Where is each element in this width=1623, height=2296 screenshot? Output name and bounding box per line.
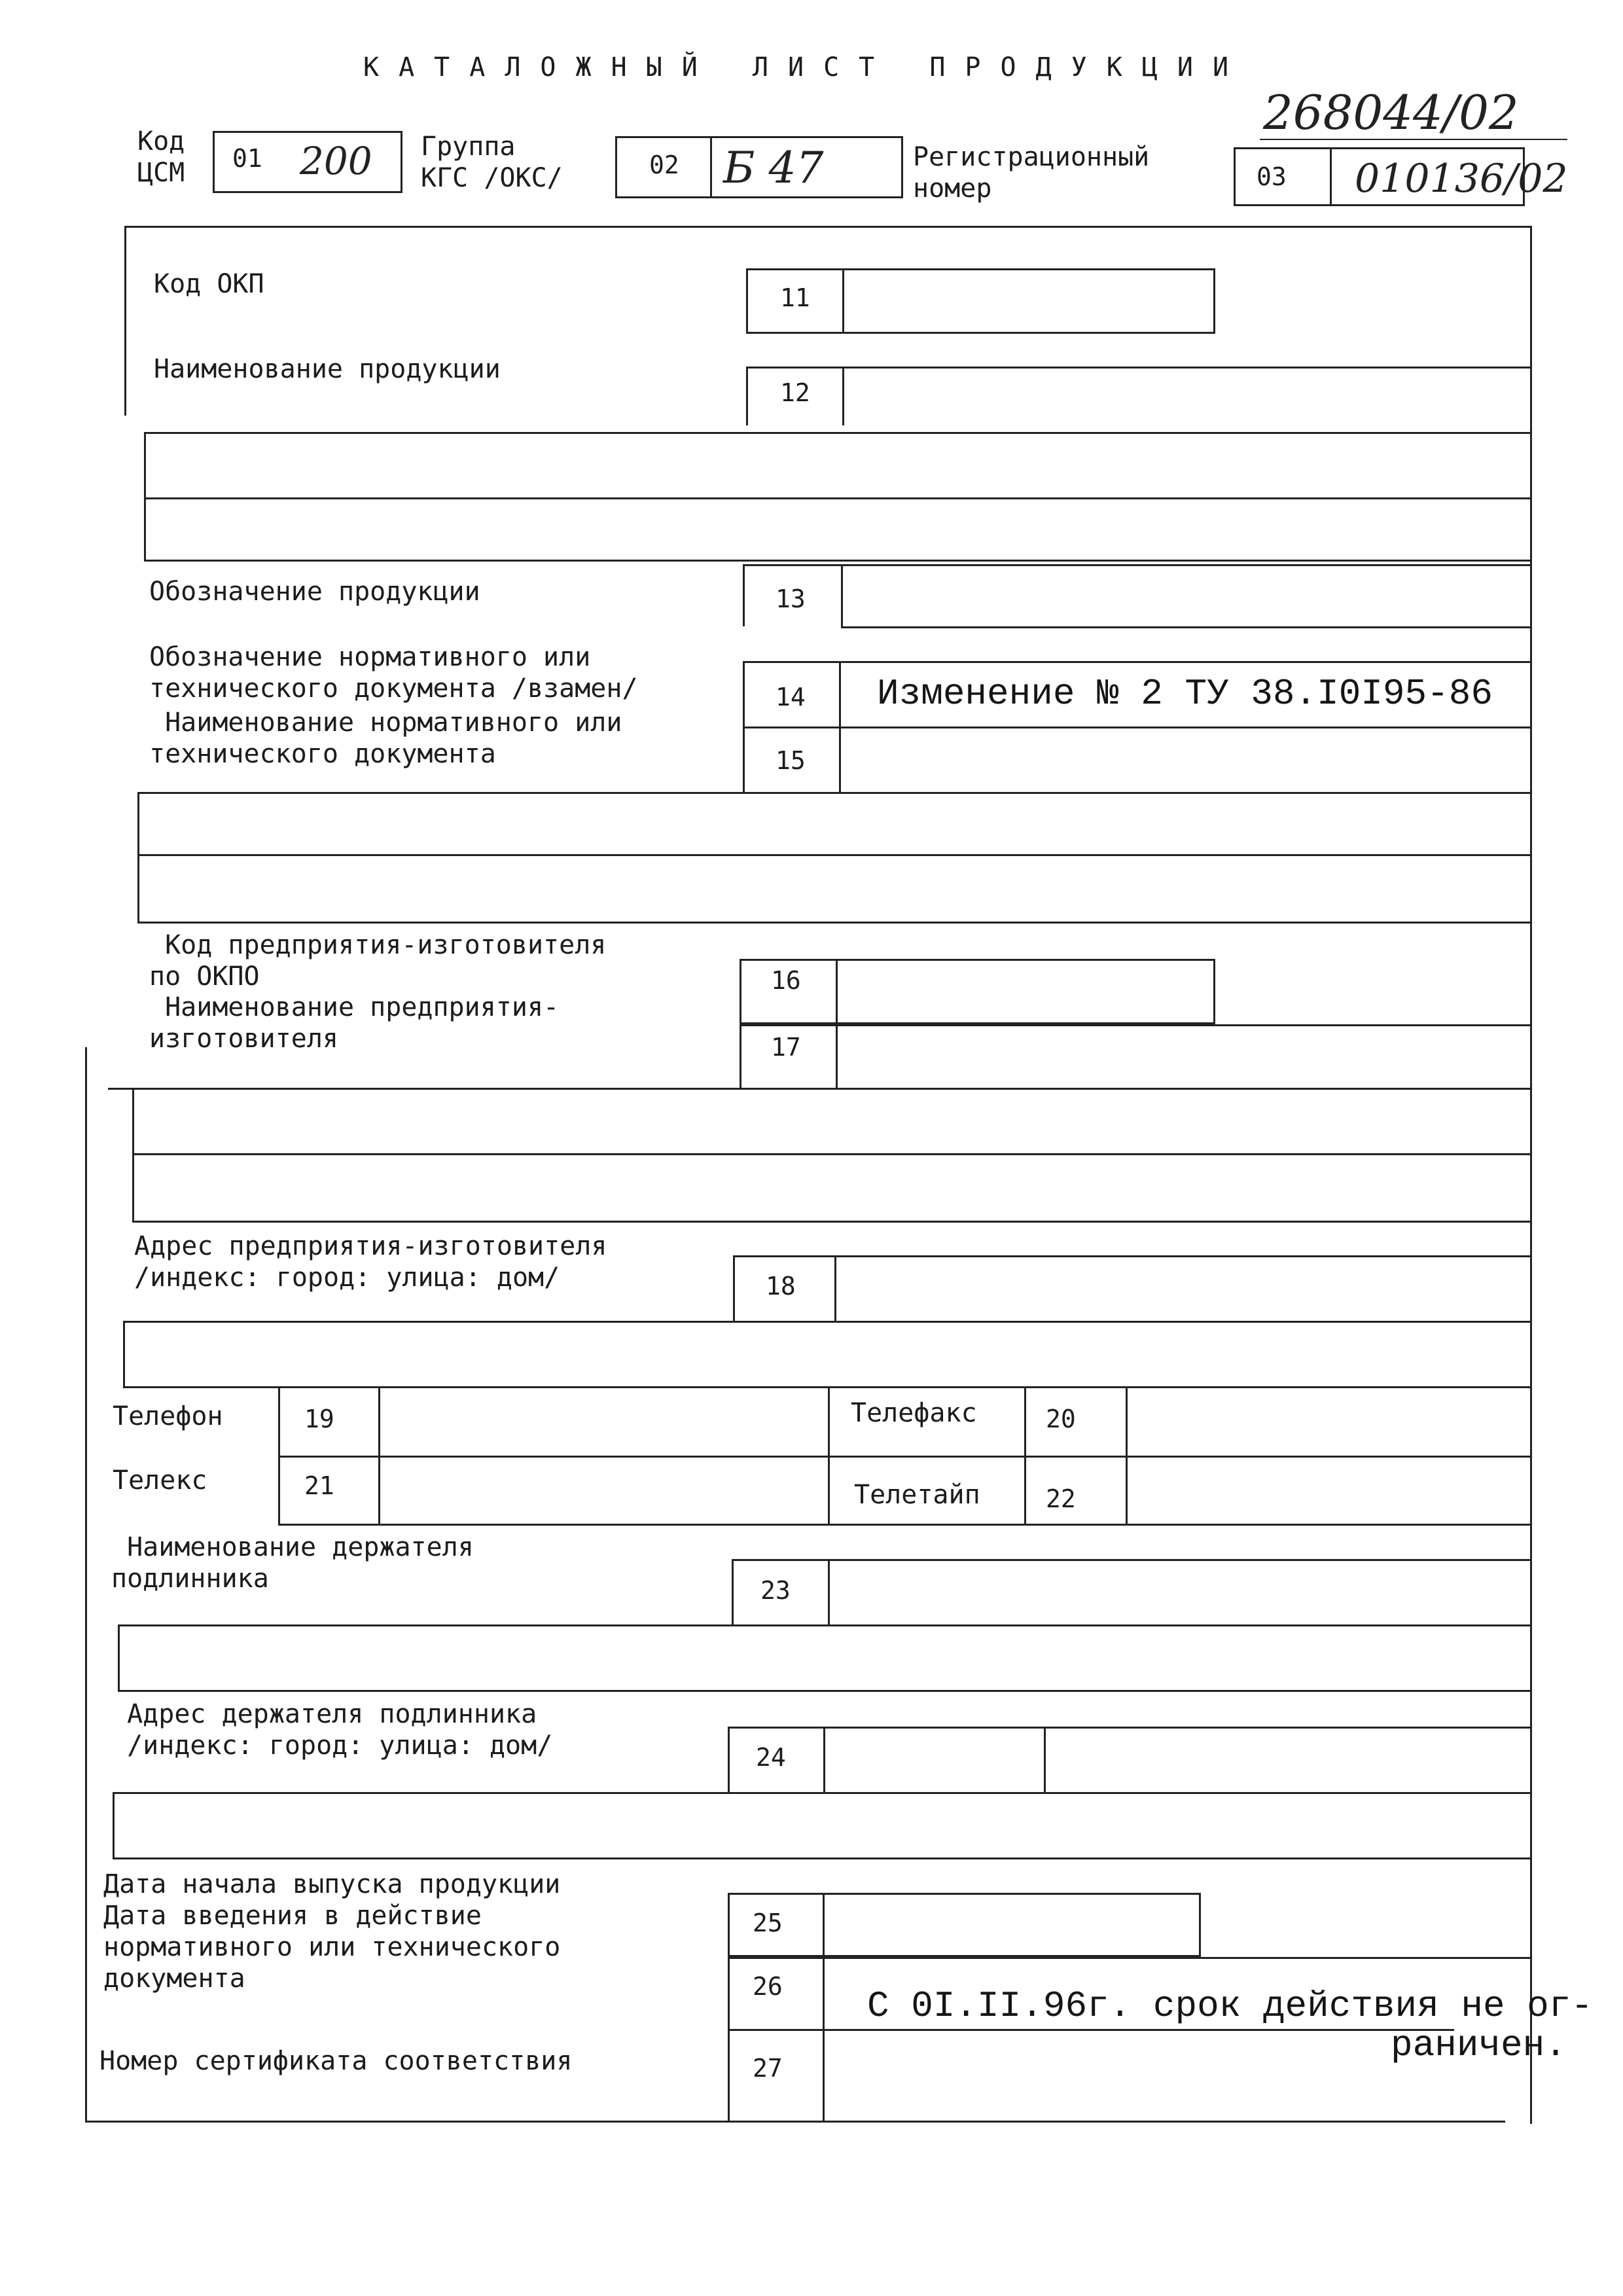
product-designation-label: Обозначение продукции — [149, 577, 480, 607]
field-24-num: 24 — [756, 1743, 786, 1772]
teletype-label: Телетайп — [854, 1480, 980, 1510]
field-17-num: 17 — [771, 1033, 801, 1062]
doc-designation-label: Обозначение нормативного или технического документа /взамен/ — [149, 642, 638, 704]
field-12-num: 12 — [780, 378, 810, 407]
fax-input[interactable] — [278, 1456, 1531, 1458]
field-13-num: 13 — [776, 584, 806, 613]
holder-address-line[interactable] — [113, 1857, 1531, 1859]
okp-label: Код ОКП — [154, 269, 264, 299]
doc-name-line-2[interactable] — [137, 922, 1531, 924]
field-11-num: 11 — [780, 283, 810, 312]
cert-label: Номер сертификата соответствия — [99, 2046, 573, 2076]
okp-input[interactable] — [842, 268, 1215, 334]
code-csm-num: 01 — [232, 144, 262, 173]
telex-teletype-bottom[interactable] — [278, 1524, 1531, 1526]
group-label: Группа КГС /ОКС/ — [421, 132, 563, 193]
field-20-num: 20 — [1046, 1405, 1076, 1433]
field-26-num: 26 — [753, 1972, 783, 2001]
telex-label: Телекс — [113, 1465, 207, 1496]
frame-top — [124, 226, 1531, 228]
field-19-num: 19 — [304, 1405, 334, 1433]
product-name-line-2[interactable] — [144, 560, 1531, 562]
holder-address-label: Адрес держателя подлинника /индекс: город: улица: дом/ — [127, 1699, 553, 1761]
phone-label: Телефон — [113, 1401, 223, 1431]
frame-right — [1530, 226, 1532, 2124]
doc-name-line-1[interactable] — [137, 854, 1531, 856]
okpo-input[interactable] — [836, 959, 1215, 1024]
frame-left-lower — [85, 1047, 87, 2121]
reg-num: 03 — [1257, 162, 1287, 191]
phone-input[interactable] — [828, 1386, 830, 1524]
fax-label: Телефакс — [851, 1398, 977, 1428]
doc-designation-value[interactable]: Изменение № 2 ТУ 38.I0I95-86 — [877, 673, 1493, 715]
handwritten-top-number: 268044/02 — [1263, 85, 1519, 140]
manufacturer-address-line[interactable] — [123, 1386, 1531, 1388]
manufacturer-name-line-2[interactable] — [132, 1221, 1531, 1223]
reg-value[interactable]: 010136/02 — [1355, 156, 1568, 202]
dates-label: Дата начала выпуска продукции Дата введения в действие нормативного или технического документа — [103, 1869, 561, 1994]
product-name-label: Наименование продукции — [154, 354, 501, 384]
underline — [1260, 139, 1567, 140]
field-23-num: 23 — [760, 1576, 791, 1605]
code-csm-label: Код ЦСМ — [137, 126, 185, 188]
doc-name-label: Наименование нормативного или технического документа — [149, 708, 622, 769]
page-title: КАТАЛОЖНЫЙ ЛИСТ ПРОДУКЦИИ — [363, 52, 1249, 82]
production-start-input[interactable] — [823, 1893, 1201, 1957]
holder-name-label: Наименование держателя подлинника — [111, 1532, 474, 1594]
effective-date-value-1[interactable]: С 0I.II.96г. срок действия не ог- — [867, 1985, 1593, 2027]
field-15-num: 15 — [776, 746, 806, 775]
field-16-num: 16 — [771, 966, 801, 995]
reg-number-label: Регистрационный номер — [913, 142, 1150, 204]
okpo-label: Код предприятия-изготовителя по ОКПО — [149, 930, 607, 992]
product-designation-input[interactable] — [841, 626, 1531, 628]
manufacturer-name-line-1[interactable] — [132, 1153, 1531, 1155]
manufacturer-address-label: Адрес предприятия-изготовителя /индекс: город: улица: дом/ — [134, 1231, 607, 1293]
frame-bottom — [85, 2121, 1505, 2123]
field-25-num: 25 — [753, 1909, 783, 1937]
product-name-line-1[interactable] — [144, 497, 1531, 499]
field-21-num: 21 — [304, 1471, 334, 1500]
field-27-num: 27 — [753, 2054, 783, 2083]
field-18-num: 18 — [766, 1272, 796, 1300]
frame-left — [124, 226, 126, 416]
group-num: 02 — [649, 151, 679, 179]
effective-date-value-2[interactable]: раничен. — [1391, 2024, 1567, 2066]
manufacturer-name-label: Наименование предприятия- изготовителя — [149, 992, 560, 1054]
field-14-num: 14 — [776, 683, 806, 711]
field-22-num: 22 — [1046, 1484, 1076, 1513]
holder-name-line[interactable] — [118, 1690, 1531, 1692]
code-csm-value[interactable]: 200 — [300, 139, 372, 183]
group-value[interactable]: Б 47 — [723, 143, 824, 193]
